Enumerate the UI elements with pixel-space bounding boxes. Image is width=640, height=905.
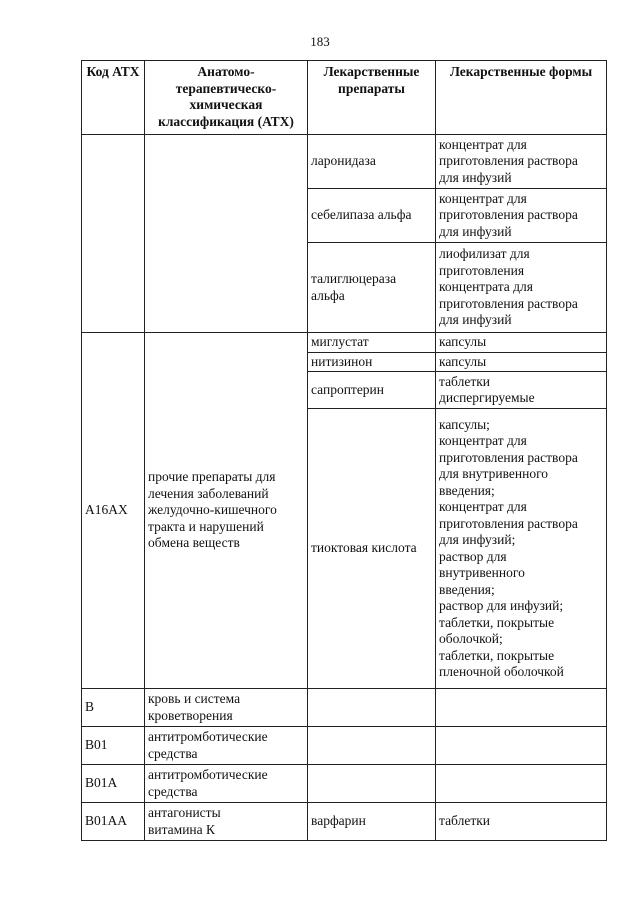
forms-cell: концентрат для приготовления раствора для инфузий	[436, 135, 607, 189]
classification-cell: антитромботические средства	[145, 727, 308, 765]
table-row	[82, 333, 607, 353]
classification-cell: прочие препараты для лечения заболеваний желудочно-кишечного тракта и нарушений обмена веществ	[145, 333, 308, 689]
drug-cell: тиоктовая кислота	[308, 409, 436, 689]
forms-cell: капсулы	[436, 333, 607, 353]
drug-cell	[308, 765, 436, 803]
code-cell: B01A	[82, 765, 145, 803]
forms-cell	[436, 765, 607, 803]
table-row	[82, 727, 607, 765]
header-classification: Анатомо-терапевтическо-химическая классификация (АТХ)	[145, 61, 308, 135]
table-row	[82, 765, 607, 803]
code-cell: B	[82, 689, 145, 727]
drug-cell: миглустат	[308, 333, 436, 353]
classification-cell-empty	[145, 135, 308, 333]
header-code: Код АТХ	[82, 61, 145, 135]
code-cell: B01AA	[82, 803, 145, 841]
header-forms: Лекарственные формы	[436, 61, 607, 135]
forms-cell	[436, 689, 607, 727]
atc-drug-table	[81, 60, 607, 841]
table-row	[82, 689, 607, 727]
drug-cell	[308, 727, 436, 765]
drug-cell: варфарин	[308, 803, 436, 841]
drug-cell: нитизинон	[308, 352, 436, 372]
header-drugs: Лекарственные препараты	[308, 61, 436, 135]
forms-cell: концентрат для приготовления раствора для инфузий	[436, 189, 607, 243]
classification-cell: антитромботические средства	[145, 765, 308, 803]
classification-cell: антагонисты витамина К	[145, 803, 308, 841]
table-row	[82, 135, 607, 189]
drug-cell	[308, 689, 436, 727]
forms-cell: таблетки	[436, 803, 607, 841]
code-cell-empty	[82, 135, 145, 333]
drug-cell: сапроптерин	[308, 372, 436, 409]
forms-cell: лиофилизат для приготовления концентрата для приготовления раствора для инфузий	[436, 243, 607, 333]
drug-cell: талиглюцераза альфа	[308, 243, 436, 333]
classification-cell: кровь и система кроветворения	[145, 689, 308, 727]
forms-cell: капсулы	[436, 352, 607, 372]
table-header-row	[82, 61, 607, 135]
forms-cell: капсулы; концентрат для приготовления раствора для внутривенного введения; концентрат для приготовления раствора для инфузий; раствор для внутривенного введения; раствор для инфузий; таблетки, покрытые оболочкой; таблетки, покрытые пленочной оболочкой	[436, 409, 607, 689]
page-number: 183	[310, 34, 330, 49]
code-cell: B01	[82, 727, 145, 765]
forms-cell	[436, 727, 607, 765]
table-row	[82, 803, 607, 841]
forms-cell: таблетки диспергируемые	[436, 372, 607, 409]
drug-cell: себелипаза альфа	[308, 189, 436, 243]
drug-cell: ларонидаза	[308, 135, 436, 189]
code-cell: A16AX	[82, 333, 145, 689]
